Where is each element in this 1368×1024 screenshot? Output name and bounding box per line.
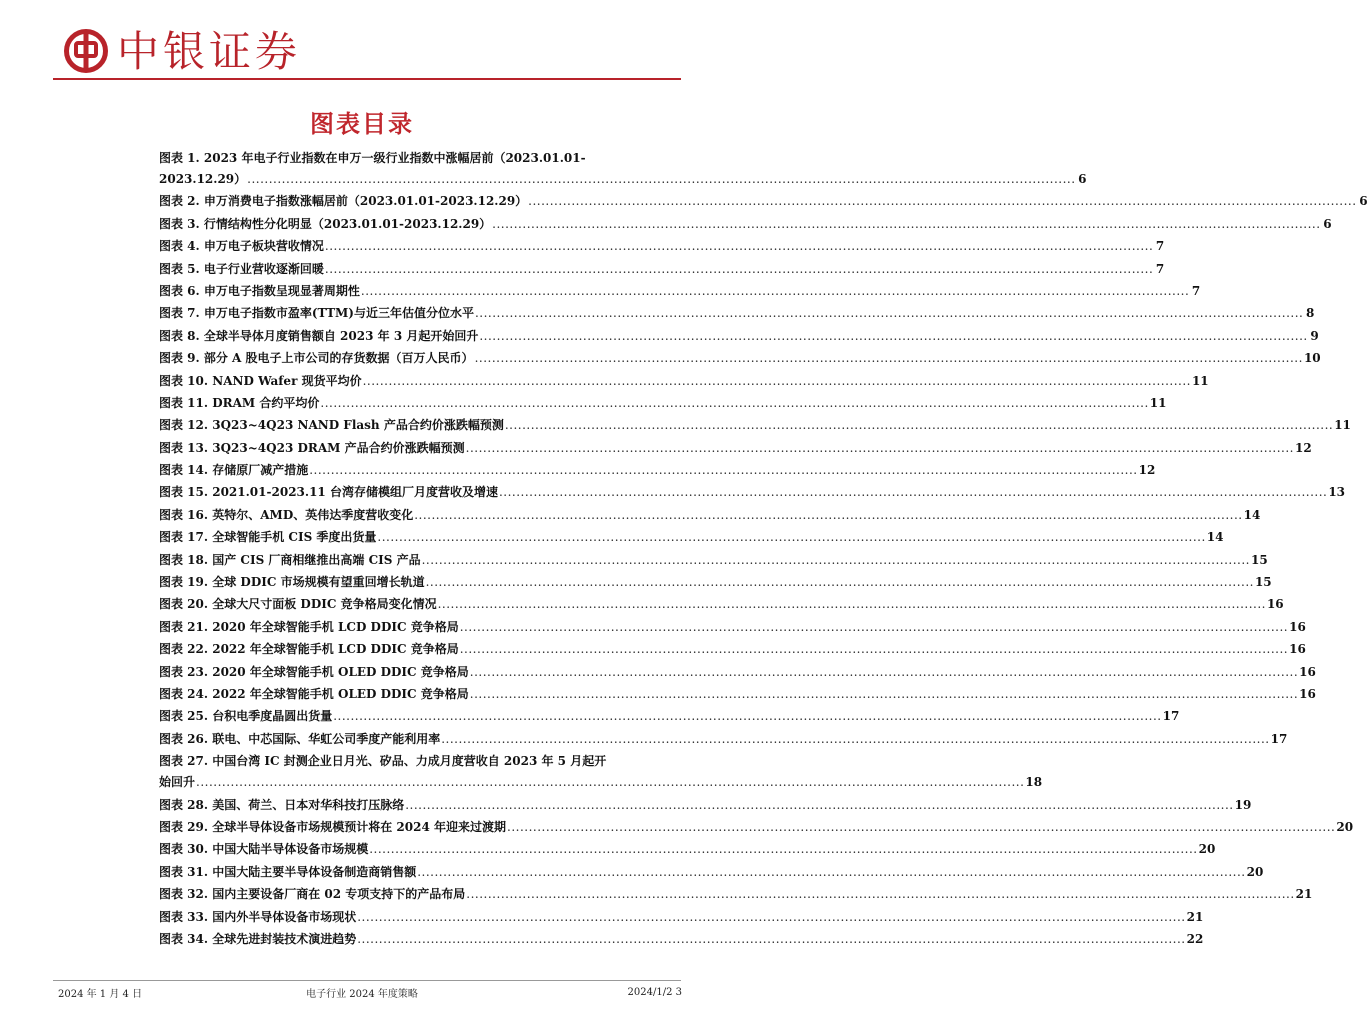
- toc-page-number: 9: [1310, 328, 1319, 343]
- toc-entry-title: 图表 14. 存储原厂减产措施: [159, 463, 309, 478]
- toc-page-number: 6: [1359, 194, 1368, 209]
- toc-dot-leader: [309, 460, 1137, 481]
- toc-entry[interactable]: [159, 214, 1332, 235]
- toc-entry[interactable]: [159, 550, 1268, 571]
- toc-entry[interactable]: [159, 505, 1261, 526]
- toc-dot-leader: [377, 527, 1205, 548]
- footer-page-number: 3: [675, 987, 682, 998]
- toc-entry[interactable]: [159, 594, 1284, 615]
- toc-entry[interactable]: [159, 148, 1087, 190]
- toc-entry-title: 图表 18. 国产 CIS 厂商相继推出高端 CIS 产品: [159, 552, 421, 567]
- toc-entry[interactable]: [159, 662, 1316, 683]
- toc-dot-leader: [507, 817, 1335, 838]
- toc-dot-leader: [405, 795, 1233, 816]
- toc-page-number: 14: [1243, 507, 1261, 522]
- toc-entry[interactable]: [159, 191, 1368, 212]
- toc-entry[interactable]: [159, 929, 1204, 950]
- toc-entry[interactable]: [159, 817, 1354, 838]
- toc-dot-leader: [325, 236, 1153, 257]
- toc-page-number: 11: [1334, 418, 1351, 433]
- toc-entry-title: 图表 3. 行情结构性分化明显（2023.01.01-2023.12.29）: [159, 216, 492, 231]
- toc-dot-leader: [475, 348, 1303, 369]
- toc-entry-title: 图表 20. 全球大尺寸面板 DDIC 竞争格局变化情况: [159, 597, 437, 612]
- toc-entry-title-line1: 图表 27. 中国台湾 IC 封测企业日月光、矽品、力成月度营收自 2023 年 5 月起开: [159, 754, 607, 769]
- toc-page-number: 6: [1078, 172, 1087, 186]
- toc-dot-leader: [247, 169, 1075, 190]
- toc-entry-title: 图表 32. 国内主要设备厂商在 02 专项支持下的产品布局: [159, 887, 466, 902]
- toc-entry-title: 图表 25. 台积电季度晶圆出货量: [159, 709, 333, 724]
- toc-page-number: 14: [1206, 530, 1224, 545]
- toc-page-number: 22: [1186, 931, 1204, 946]
- toc-entry-title: 图表 15. 2021.01-2023.11 台湾存储模组厂月度营收及增速: [159, 485, 498, 500]
- toc-entry-title: 图表 2. 申万消费电子指数涨幅居前（2023.01.01-2023.12.29）: [159, 194, 528, 209]
- toc-entry-title: 图表 29. 全球半导体设备市场规模预计将在 2024 年迎来过渡期: [159, 819, 506, 834]
- toc-entry-title: 2023.12.29）: [159, 172, 247, 186]
- toc-entry-title: 图表 9. 部分 A 股电子上市公司的存货数据（百万人民币）: [159, 351, 474, 366]
- toc-dot-leader: [466, 438, 1294, 459]
- toc-entry-title: 图表 10. NAND Wafer 现货平均价: [159, 373, 362, 388]
- toc-entry-title: 图表 11. DRAM 合约平均价: [159, 395, 320, 410]
- toc-page-number: 15: [1250, 552, 1268, 567]
- toc-entry-title: 图表 16. 英特尔、AMD、英伟达季度营收变化: [159, 507, 414, 522]
- toc-entry-title: 图表 19. 全球 DDIC 市场规模有望重回增长轨道: [159, 575, 425, 590]
- page-header: [0, 0, 724, 82]
- toc-dot-leader: [357, 907, 1185, 928]
- toc-entry-title: 始回升: [159, 775, 196, 790]
- toc-dot-leader: [475, 303, 1303, 324]
- toc-entry[interactable]: [159, 236, 1165, 257]
- toc-entry[interactable]: [159, 281, 1201, 302]
- footer-rule: [53, 980, 681, 981]
- toc-page-number: 16: [1266, 597, 1284, 612]
- toc-entry-title: 图表 5. 电子行业营收逐渐回暖: [159, 261, 324, 276]
- toc-entry[interactable]: [159, 438, 1312, 459]
- toc-page-number: 11: [1149, 395, 1167, 410]
- toc-dot-leader: [361, 281, 1189, 302]
- toc-page-number: 16: [1299, 664, 1316, 679]
- toc-entry[interactable]: [159, 348, 1321, 369]
- toc-page-number: 21: [1186, 909, 1204, 924]
- brand-name: 中银证券: [117, 27, 302, 76]
- toc-entry-title: 图表 6. 申万电子指数呈现显著周期性: [159, 283, 360, 298]
- toc-entry[interactable]: [159, 639, 1306, 660]
- toc-dot-leader: [492, 214, 1320, 235]
- toc-dot-leader: [414, 505, 1242, 526]
- toc-entry-title: 图表 12. 3Q23~4Q23 NAND Flash 产品合约价涨跌幅预测: [159, 418, 504, 433]
- toc-dot-leader: [325, 259, 1153, 280]
- toc-entry[interactable]: [159, 839, 1216, 860]
- toc-dot-leader: [333, 706, 1161, 727]
- toc-page-number: 18: [1025, 775, 1043, 790]
- footer-date: 2024 年 1 月 4 日: [58, 989, 143, 1000]
- toc-dot-leader: [470, 662, 1298, 683]
- toc-page-number: 12: [1138, 463, 1156, 478]
- toc-entry[interactable]: [159, 706, 1180, 727]
- toc-page-number: 20: [1198, 842, 1216, 857]
- toc-entry-title: 图表 23. 2020 年全球智能手机 OLED DDIC 竞争格局: [159, 664, 469, 679]
- toc-dot-leader: [441, 729, 1269, 750]
- toc-entry[interactable]: [159, 729, 1288, 750]
- page-title: 图表目录: [310, 110, 414, 138]
- toc-entry[interactable]: [159, 326, 1319, 347]
- toc-entry[interactable]: [159, 303, 1315, 324]
- footer-print-info: [628, 987, 682, 998]
- toc-page-number: 20: [1246, 864, 1264, 879]
- toc-dot-leader: [320, 393, 1148, 414]
- toc-entry-title: 图表 28. 美国、荷兰、日本对华科技打压脉络: [159, 797, 405, 812]
- toc-page-number: 21: [1295, 887, 1313, 902]
- toc-page-number: 19: [1234, 797, 1252, 812]
- toc-entry[interactable]: [159, 907, 1204, 928]
- toc-entry-title: 图表 30. 中国大陆半导体设备市场规模: [159, 842, 369, 857]
- toc-entry-title: 图表 7. 申万电子指数市盈率(TTM)与近三年估值分位水平: [159, 306, 474, 321]
- toc-entry[interactable]: [159, 527, 1224, 548]
- toc-entry[interactable]: [159, 460, 1156, 481]
- toc-dot-leader: [460, 617, 1288, 638]
- toc-entry-title: 图表 31. 中国大陆主要半导体设备制造商销售额: [159, 864, 417, 879]
- bank-of-china-logo-icon: [63, 28, 109, 74]
- toc-entry[interactable]: [159, 259, 1165, 280]
- header-rule: [53, 78, 681, 80]
- toc-entry[interactable]: [159, 884, 1313, 905]
- toc-entry[interactable]: [159, 862, 1264, 883]
- toc-page-number: 6: [1323, 216, 1332, 231]
- toc-entry[interactable]: [159, 684, 1316, 705]
- toc-entry-title: 图表 13. 3Q23~4Q23 DRAM 产品合约价涨跌幅预测: [159, 440, 465, 455]
- toc-page-number: 16: [1289, 642, 1306, 657]
- toc-dot-leader: [422, 550, 1250, 571]
- toc-page-number: 8: [1305, 306, 1315, 321]
- toc-entry[interactable]: [159, 751, 1043, 793]
- toc-dot-leader: [460, 639, 1288, 660]
- toc-entry[interactable]: [159, 617, 1306, 638]
- toc-entry-title: 图表 8. 全球半导体月度销售额自 2023 年 3 月起开始回升: [159, 328, 479, 343]
- toc-page-number: 20: [1336, 819, 1354, 834]
- toc-entry[interactable]: [159, 371, 1209, 392]
- toc-entry[interactable]: [159, 482, 1346, 503]
- toc-entry-title: 图表 34. 全球先进封装技术演进趋势: [159, 931, 357, 946]
- toc-dot-leader: [196, 772, 1024, 793]
- toc-page-number: 7: [1155, 261, 1165, 276]
- toc-page-number: 7: [1155, 239, 1165, 254]
- toc-dot-leader: [505, 415, 1333, 436]
- toc-dot-leader: [438, 594, 1266, 615]
- toc-page-number: 10: [1303, 351, 1321, 366]
- toc-entry-title: 图表 22. 2022 年全球智能手机 LCD DDIC 竞争格局: [159, 642, 459, 657]
- toc-entry-title: 图表 4. 申万电子板块营收情况: [159, 239, 324, 254]
- toc-entry-title-line1: 图表 1. 2023 年电子行业指数在申万一级行业指数中涨幅居前（2023.01.01-: [159, 151, 586, 165]
- toc-dot-leader: [499, 482, 1327, 503]
- toc-page-number: 13: [1328, 485, 1346, 500]
- toc-entry[interactable]: [159, 393, 1167, 414]
- toc-dot-leader: [363, 371, 1191, 392]
- toc-dot-leader: [357, 929, 1185, 950]
- figure-table-of-contents: [159, 148, 1368, 951]
- toc-dot-leader: [426, 572, 1254, 593]
- toc-page-number: 16: [1299, 686, 1316, 701]
- toc-page-number: 17: [1162, 709, 1180, 724]
- toc-dot-leader: [369, 839, 1197, 860]
- toc-entry-title: 图表 21. 2020 年全球智能手机 LCD DDIC 竞争格局: [159, 619, 459, 634]
- toc-entry-title: 图表 33. 国内外半导体设备市场现状: [159, 909, 357, 924]
- toc-page-number: 7: [1191, 283, 1201, 298]
- toc-dot-leader: [417, 862, 1245, 883]
- footer-print-date: 2024/1/2: [627, 987, 673, 998]
- toc-page-number: 12: [1295, 440, 1312, 455]
- toc-dot-leader: [479, 326, 1307, 347]
- toc-dot-leader: [466, 884, 1294, 905]
- toc-entry[interactable]: [159, 572, 1272, 593]
- toc-entry-title: 图表 26. 联电、中芯国际、华虹公司季度产能利用率: [159, 731, 441, 746]
- toc-entry-title: 图表 24. 2022 年全球智能手机 OLED DDIC 竞争格局: [159, 686, 469, 701]
- toc-entry-title: 图表 17. 全球智能手机 CIS 季度出货量: [159, 530, 377, 545]
- toc-dot-leader: [528, 191, 1356, 212]
- toc-dot-leader: [470, 684, 1298, 705]
- toc-page-number: 11: [1191, 373, 1209, 388]
- toc-page-number: 16: [1289, 619, 1306, 634]
- toc-entry[interactable]: [159, 795, 1252, 816]
- toc-page-number: 15: [1254, 575, 1272, 590]
- toc-entry[interactable]: [159, 415, 1351, 436]
- toc-page-number: 17: [1270, 731, 1288, 746]
- footer-report-name: 电子行业 2024 年度策略: [306, 989, 418, 1000]
